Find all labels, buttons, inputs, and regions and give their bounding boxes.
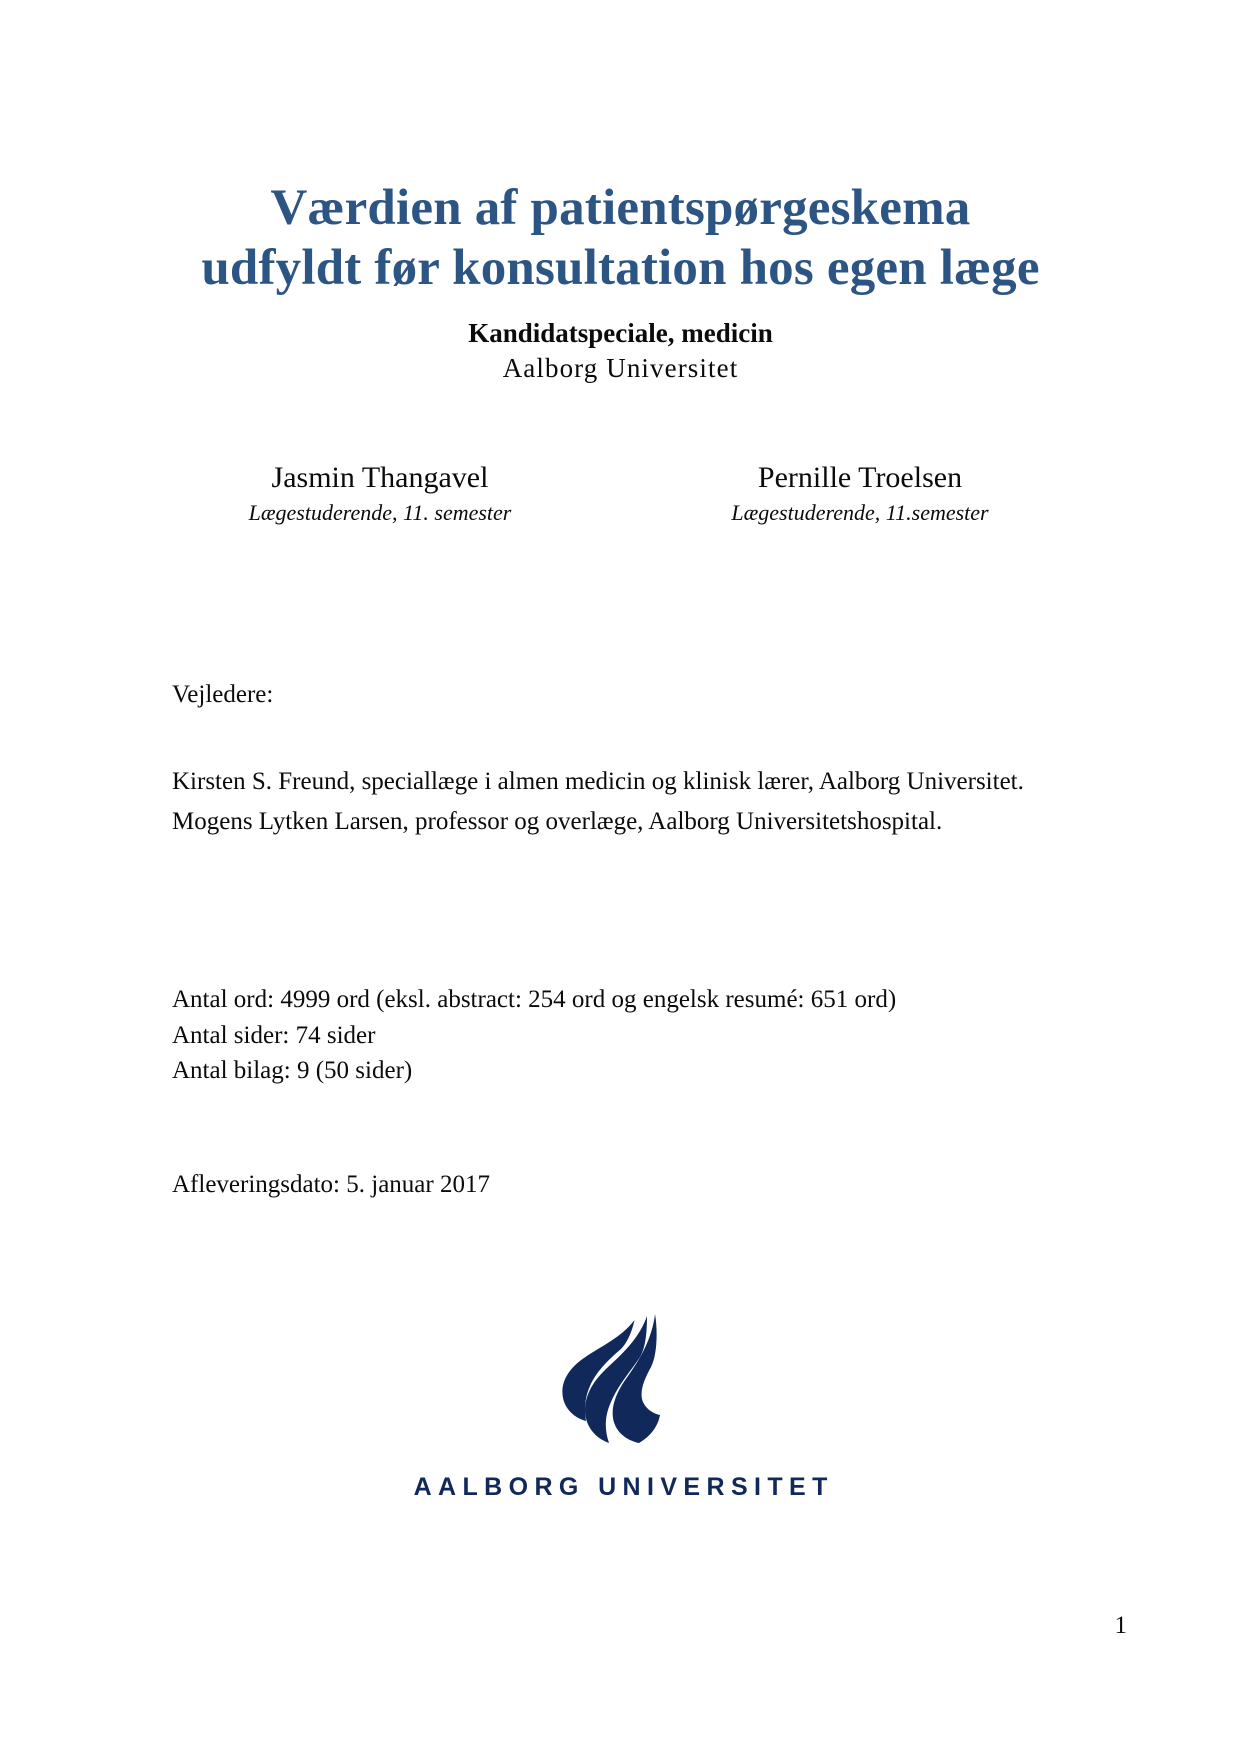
subtitle-block <box>90 316 1151 385</box>
word-count: Antal ord: 4999 ord (eksl. abstract: 254 ord og engelsk resumé: 651 ord) <box>172 986 897 1013</box>
aalborg-university-logo-icon <box>551 1305 691 1453</box>
author-1 <box>150 458 610 529</box>
page-number: 1 <box>1114 1612 1127 1639</box>
supervisors-label: Vejledere: <box>172 681 274 708</box>
author-1-role: Lægestuderende, 11. semester <box>248 500 512 525</box>
supervisor-1: Kirsten S. Freund, speciallæge i almen medicin og klinisk lærer, Aalborg Universitet. <box>172 768 1024 795</box>
author-2-role: Lægestuderende, 11.semester <box>731 500 989 525</box>
page-count: Antal sider: 74 sider <box>172 1021 376 1049</box>
page-title <box>90 178 1151 298</box>
appendix-count: Antal bilag: 9 (50 sider) <box>172 1057 413 1084</box>
counts-block <box>172 982 896 1089</box>
authors-block <box>150 458 1090 529</box>
delivery-date: Afleveringsdato: 5. januar 2017 <box>172 1171 490 1198</box>
author-2-name: Pernille Troelsen <box>757 461 963 494</box>
title-line-2: udfyldt før konsultation hos egen læge <box>201 240 1040 297</box>
institution-label: Aalborg Universitet <box>502 352 739 383</box>
author-2 <box>630 458 1090 529</box>
logo-wordmark: AALBORG UNIVERSITET <box>413 1473 834 1501</box>
author-1-name: Jasmin Thangavel <box>271 461 489 494</box>
logo-block <box>0 1305 1241 1502</box>
title-line-1: Værdien af patientspørgeskema <box>270 180 971 236</box>
supervisor-2: Mogens Lytken Larsen, professor og overlæge, Aalborg Universitetshospital. <box>172 808 943 835</box>
degree-label: Kandidatspeciale, medicin <box>468 318 773 348</box>
